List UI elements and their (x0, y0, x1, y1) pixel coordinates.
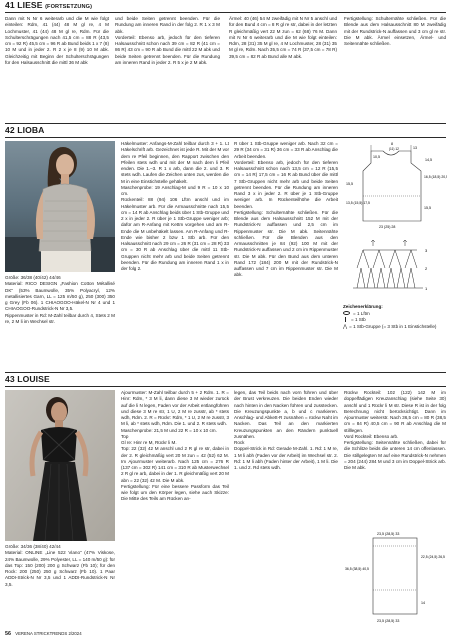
dim-right-1: 16,5 (18,5) 20,5 (424, 175, 447, 179)
s43-column-4: Rückw Rockteil: 102 (122) 142 M im doppelfädigen Kreuzanschlag (siehe Seite 30) anschl und 1 Rückr li M str. Diese R ist in der folg Berechnung nicht berücksichtigt. Dann im Ajourmuster weiterstr. Nach 36,5 cm = 80 R (38,5 cm = 84 R) 40,5 cm = 90 R ab Anschlag die M stilllegen. Vord Rockteil: Ebenso arb. Fertigstellung: Seitennähte schließen, dabei für die Schlitze beids die unteren 14 cm offenlassen. Die stillgelegten M auf eine Rundstrick-N nehmen = 204 (244) 284 M und 3 cm im Doppel-Strick arb. Die M abk. (344, 390, 447, 470)
skirt-dim-top: 23,5 (28,5) 33 (377, 532, 400, 536)
section-43-heading: 43 LOUISE (5, 374, 50, 384)
dim-top-sub: (11) 12 (389, 147, 399, 151)
legend-item-group (343, 324, 447, 331)
lioba-caption: Größe: 36/38 (40/42) 44/46 Material: RICO DESIGN „Fashion Cotton Métallisé DK" (53% Baumwolle, 35% Polyacryl, 12% metallisiertes Garn, LL = 125 m/50 g), 250 (300) 350 g Grey (Fb 06). 1 CHIAOGOO-Häkel-N Nr 4 und 1 CHIAOGOO-Rundstrick-N Nr 3,5. Rippenmuster in Rd: M-Zahl teilbar durch 4, Stets 2 M re, 2 M li im Wechsel str. (5, 275, 115, 324)
section-41-subtitle: (FORTSETZUNG) (45, 4, 93, 10)
dc-symbol-icon (345, 317, 346, 322)
legend-item-chain (343, 311, 447, 318)
chart-row-3: 3 (425, 248, 428, 253)
dim-right-2: 15,5 (424, 206, 431, 210)
legend-item-dc (343, 317, 447, 324)
legend-item-chain-label: = 1 Lftm (353, 310, 370, 316)
chart-row-1: 1 (425, 286, 428, 291)
dim-top-1: 10,5 (373, 155, 380, 159)
s42-column-3: R über 1 Stb-Gruppe weniger arb. Nach 32 cm = 29 R (34 cm = 31 R) 36 cm = 33 R ab Anschlag die Arbeit beenden. Vorderteil: Ebenso arb, jedoch für den tieferen Halsausschnitt schon nach 13,5 cm = 12 R (15,5 cm = 14 R) 17,5 cm = 16 R ab Bund über die mittl 7 Stb-Gruppen nicht mehr arb und beide Seiten getrennt beenden. Für die Rundung am inneren Rand 3 x in jeder 2. R über je 1 Stb-Gruppe weniger arb. In Rückenteilhöhe die Arbeit beenden. Fertigstellung: Schulternähte schließen. Für die Blende aus dem Halsausschnitt 152 M mit der Rundstrick-N auffassen und 2,5 cm im Rippenmuster str. Die M abk. Seitennähte schließen. Für die Blenden aus den Armausschnitten je 84 (92) 100 M mit der Rundstrick-N auffassen und 2 cm im Rippenmuster str. Die M abk. Für den Bund aus dem unteren Rand 172 (184) 200 M mit der Rundstrick-N auffassen und 7 cm im Rippenmuster str. Die M abk. (234, 141, 338, 278)
dim-left-1: 15,5 (346, 182, 353, 186)
skirt-dim-slit: 14 (421, 601, 425, 605)
section-42-rule-top (5, 123, 446, 124)
crochet-chart (343, 238, 447, 294)
section-41-title: 41 LIESE (5, 0, 43, 10)
chart-row-2: 2 (425, 266, 428, 271)
chart-legend (343, 304, 447, 330)
dc-group-symbol-icon: ⋀ (343, 323, 348, 330)
s41-column-4: Fertigstellung: Schulternähte schließen. Für die Blende aus dem Halsausschnitt 80 M zweifädig mit der Rundstrick-N auffassen und 3 cm gl re str. Die M abk. Ärmel einsetzen, Ärmel- und Seitennähte schließen. (344, 16, 446, 46)
dim-bottom: 23 (25) 28 (379, 225, 396, 229)
skirt-schematic (343, 528, 447, 628)
s43-column-3: legen, das Teil beids nach vorn führen und über der Brust verkreuzen. Die beiden Enden wieder nach hinten in den Nacken führen und zusstecken. Die Kreuzungspunkte a, b und c markieren. Anschlag- und Abkett-R zusnähen = rückw Naht im Nacken. Das Teil an den markierten Kreuzungspunkten an den Rändern punktuell zusnähen. Rock Doppel-Strick in Rd: Gerade M-Zahl. 1. Rd: 1 M re, 1 M li abh (Faden vor der Arbeit) im Wechsel str. 2. Rd: 1 M li abh (Faden hinter der Arbeit), 1 M li. Die 1. und 2. Rd stets wdh. (234, 390, 338, 470)
skirt-dim-right: 22,5 (24,5) 26,5 (421, 555, 445, 559)
louise-photo (5, 390, 115, 541)
page-number: 56 (5, 631, 11, 637)
dim-top-4: 14,5 (425, 158, 432, 162)
section-42-heading: 42 LIOBA (5, 125, 45, 135)
section-42-rule (5, 137, 446, 138)
section-41-heading (5, 0, 92, 10)
skirt-dim-left: 36,5 (38,5) 40,5 (345, 567, 369, 571)
dim-top-2: 8 (391, 142, 393, 146)
chain-symbol-icon (343, 311, 350, 315)
skirt-dim-bottom: 23,5 (28,5) 33 (377, 619, 400, 623)
s41-column-2: und beide Seiten getrennt beenden. Für die Rundung am inneren Rand in der folg 2. R 1 x 3 M abk. Vorderteil: Ebenso arb, jedoch für den tieferen Halsausschnitt schon nach 39 cm = 82 R (41 cm = 86 R) 43 cm = 90 R ab Bund die mittl 22 M abk und beide Seiten getrennt beenden. Für die Rundung am inneren Rand in jeder 2. R 5 x je 2 M abk. (115, 16, 220, 65)
louise-caption: Größe: 34/36 (38/40) 42/44 Material: ONLINE „Line 522 Viano" (47% Viskose, 24% Baumwolle, 29% Polyester, LL = 140 m/50 g): für das Top: 150 (200) 200 g Schwarz (Fb 10); für den Rock: 200 (250) 250 g Schwarz (Fb 10). 1 Paar ADDI-Strick-N Nr 3,5 und 1 ADDI-Rundstrick-N Nr 3,5. (5, 544, 116, 587)
s41-column-1: Dann mit N Nr 6 weiterarb und die M wie folgt einteilen: Rdm, 41 (44) 48 M gl re, 4 M Lochmuster, 41 (44) 48 M gl re, Rdm. Für die Schulterschrägungen nach 41,5 cm = 88 R (43,5 cm = 92 R) 45,5 cm = 96 R ab Bund beids 1 x 7 (8) 10 M und in jeder 2. R 2 x je 8 (9) 10 M abk. Gleichzeitig mit Beginn der Schulterschrägungen für den Halsausschnitt die mittl 36 M abk (5, 16, 109, 65)
legend-title: Zeichenerklärung: (343, 304, 383, 309)
magazine-name: VERENA STRICKTRENDS 2/2024 (15, 631, 82, 636)
s41-column-3: Ärmel: 40 (46) 54 M zweifädig mit N Nr 5 anschl und für den Bund 4 cm = 8 R gl re str, dabei in der letzten R gleichmäßig vert 22 M zun = 62 (68) 76 M. Dann mit N Nr 6 weiterarb und die M wie folgt einteilen: Rdm, 28 (31) 35 M gl re, 4 M Lochmuster, 28 (31) 35 M gl re, Rdm. Nach 35,5 cm = 74 R (37,5 cm = 78 R) 39,5 cm = 82 R ab Bund alle M abk. (229, 16, 337, 59)
page-footer (5, 631, 82, 637)
section-43-rule (5, 386, 446, 387)
lioba-schematic (343, 141, 447, 231)
dim-top-3: 13 (413, 146, 417, 150)
legend-item-dc-label: = 1 Stb (351, 317, 366, 323)
section-43-rule-top (5, 372, 446, 373)
dim-left-2: 13,5 (15,5) 17,5 (346, 201, 370, 205)
s42-column-2: Häkelmuster: Anfangs-M-Zahl teilbar durch 3 + 1. Lt Häkelschrift arb. Gezeichnet ist jede R. Mit der M vor dem re Pfeil beginnen, den Rapport zwischen den Pfeilen stets wdh und mit der M nach dem li Pfeil enden. Die 1.–3. R 1 x arb, dann die 2. und 3. R stets wdh. Laufen die Zeichen unten zus, werden die M in eine Einstichstelle gehäkelt. Maschenprobe: 19 Anschlag-M und 9 R = 10 x 10 cm. Rückenteil: 88 (94) 106 Lftm anschl und im Häkelmuster arb. Für die Armausschnitte nach 15,5 cm = 14 R ab Anschlag beids über 1 Stb-Gruppe und 2 x in jeder 2. R über je 1 Stb-Gruppe weniger arb; dafür am R-Anfang mit Kettm vorgehen und am R-Ende die M unbehäkelt lassen. Am R-Anfang und R-Ende wie bisher 2 bzw 1 Stb arb. Für den Halsausschnitt nach 29 cm = 26 R (31 cm = 28 R) 33 cm = 30 R ab Anschlag über die mittl 11 Stb-Gruppen nicht mehr arb und beide Seiten getrennt beenden. Für die Rundung am inneren Rand 1 x in der folg 2. (121, 141, 230, 271)
section-41-rule (5, 12, 446, 13)
legend-item-group-label: = 1 Stb-Gruppe (= 3 Stb in 1 Einstichstelle) (349, 323, 437, 329)
lioba-photo (5, 141, 115, 272)
s43-column-2: Ajourmuster: M-Zahl teilbar durch 5 + 2 Rdm. 1. R = Hinr: Rdm, * 3 M li, dann diese 3 M wieder zurück auf die li N legen, Faden vor der Arbeit entlangführen und diese 3 M re str, 1 U, 2 M re zusstr, ab * stets wdh, Rdm. 2. R = Rückr: Rdm, * 1 U, 2 M re zusstr, 3 M li, ab * stets wdh, Rdm. Die 1. und 2. R stets wdh. Maschenprobe: 21,5 M und 22 R = 10 x 10 cm. Top Gl re: Hinr re M, Rückr li M. Top: 22 (32) 42 M anschl und 2 R gl re str, dabei in der 2. R gleichmäßig vert 20 M zun = 42 (52) 62 M. Im Ajourmuster weiterarb. Nach 125 cm = 276 R (137 cm = 302 R) 141 cm = 310 R ab Musterwechsel 2 R gl re arb, dabei in der 1. R gleichmäßig vert 20 M abn = 22 (32) 42 M. Die M abk. Fertigstellung: Für eine bessere Passform das Teil wie folgt um den Körper legen, siehe auch Skizze: Die Mitte des Teils am Rücken an- (121, 390, 230, 502)
